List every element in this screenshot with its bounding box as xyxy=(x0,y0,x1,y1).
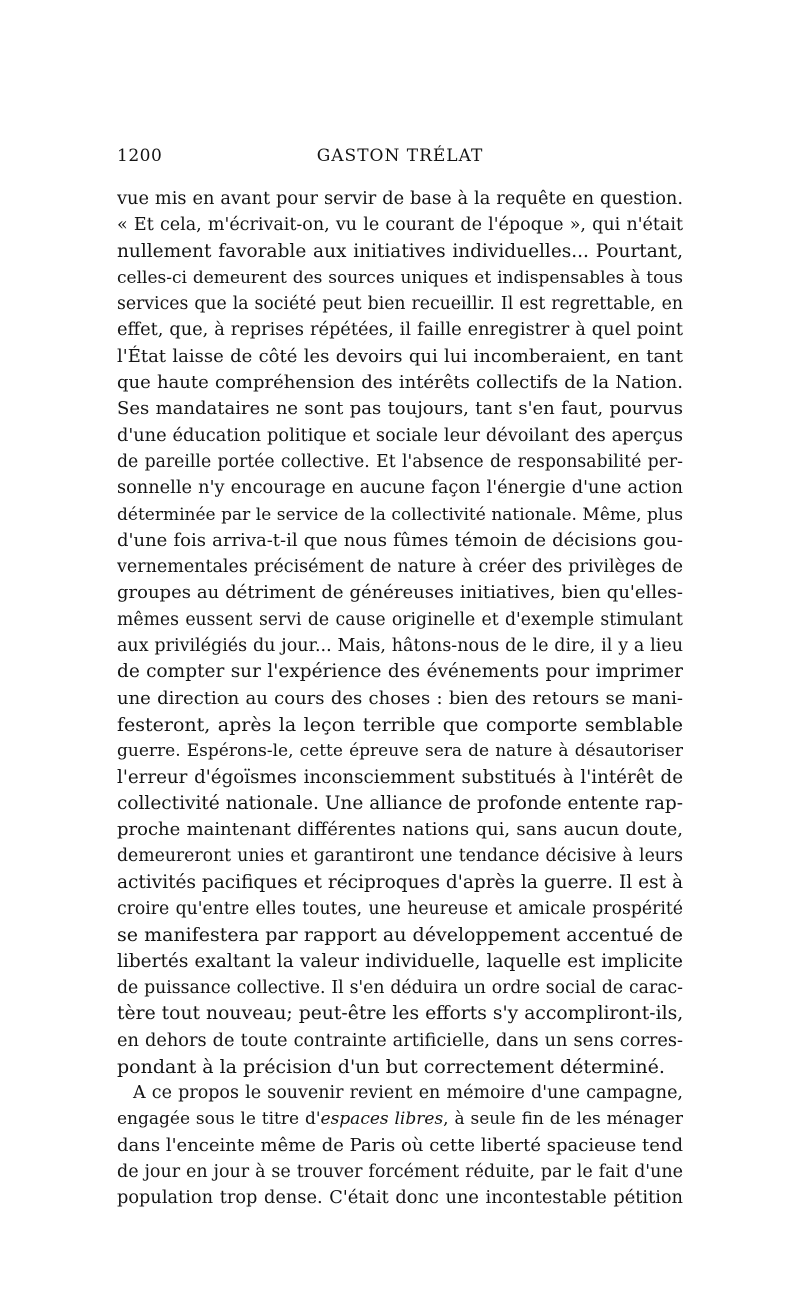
text-line: que haute compréhension des intérêts collectifs de la Nation. xyxy=(117,372,683,394)
text-line: vue mis en avant pour servir de base à la requête en question. xyxy=(117,189,683,209)
text-line: population trop dense. C'était donc une incontestable pétition xyxy=(117,1188,683,1209)
text-segment: , à seule fin de les ménager xyxy=(443,1109,683,1130)
page-number: 1200 xyxy=(117,146,163,166)
text-line: guerre. Espérons-le, cette épreuve sera de nature à désautoriser xyxy=(117,741,683,762)
text-line: aux privilégiés du jour... Mais, hâtons-nous de le dire, il y a lieu xyxy=(117,636,683,657)
text-line: dans l'enceinte même de Paris où cette liberté spacieuse tend xyxy=(117,1134,683,1156)
text-line: proche maintenant différentes nations qui, sans aucun doute, xyxy=(117,819,683,841)
text-line: « Et cela, m'écrivait-on, vu le courant de l'époque », qui n'était xyxy=(117,215,683,236)
text-line: groupes au détriment de généreuses initiatives, bien qu'elles- xyxy=(117,582,683,604)
text-line: de compter sur l'expérience des événements pour imprimer xyxy=(117,661,683,683)
paragraph-1 xyxy=(117,186,683,1080)
text-line: sonnelle n'y encourage en aucune façon l'énergie d'une action xyxy=(117,478,683,499)
text-line: nullement favorable aux initiatives individuelles... Pourtant, xyxy=(117,240,683,262)
text-line-with-italic xyxy=(117,1106,683,1132)
text-line: de jour en jour à se trouver forcément réduite, par le fait d'une xyxy=(117,1161,683,1182)
text-line: demeureront unies et garantiront une tendance décisive à leurs xyxy=(117,846,683,867)
text-line: effet, que, à reprises répétées, il faille enregistrer à quel point xyxy=(117,320,683,341)
text-line: tère tout nouveau; peut-être les efforts s'y accompliront-ils, xyxy=(117,1003,683,1025)
text-line: de pareille portée collective. Et l'absence de responsabilité per- xyxy=(117,451,683,472)
text-line: d'une fois arriva-t-il que nous fûmes témoin de décisions gou- xyxy=(117,529,683,551)
text-line: déterminée par le service de la collectivité nationale. Même, plus xyxy=(117,504,683,525)
text-line: A ce propos le souvenir revient en mémoire d'une campagne, xyxy=(133,1083,683,1104)
text-line: l'État laisse de côté les devoirs qui lui incomberaient, en tant xyxy=(117,345,683,367)
text-line: Ses mandataires ne sont pas toujours, tant s'en faut, pourvus xyxy=(117,398,683,420)
text-line: d'une éducation politique et sociale leur dévoilant des aperçus xyxy=(117,425,683,446)
text-line: une direction au cours des choses : bien des retours se mani- xyxy=(117,687,683,709)
text-line: activités pacifiques et réciproques d'après la guerre. Il est à xyxy=(117,871,683,893)
text-line: en dehors de toute contrainte artificielle, dans un sens corres- xyxy=(117,1030,683,1051)
running-head xyxy=(117,146,683,172)
running-title: GASTON TRÉLAT xyxy=(316,146,484,166)
text-line: services que la société peut bien recueillir. Il est regrettable, en xyxy=(117,294,683,315)
text-line: celles-ci demeurent des sources uniques et indispensables à tous xyxy=(117,267,683,288)
text-line: l'erreur d'égoïsmes inconsciemment substitués à l'intérêt de xyxy=(117,766,683,788)
text-line: festeront, après la leçon terrible que comporte semblable xyxy=(117,713,683,736)
text-line: mêmes eussent servi de cause originelle et d'exemple stimulant xyxy=(117,609,683,630)
paragraph-2 xyxy=(117,1080,683,1211)
text-segment: engagée sous le titre d' xyxy=(117,1109,321,1130)
text-line: se manifestera par rapport au développement accentué de xyxy=(117,924,683,947)
text-line: croire qu'entre elles toutes, une heureuse et amicale prospérité xyxy=(117,899,683,920)
text-line: vernementales précisément de nature à créer des privilèges de xyxy=(117,557,683,578)
italic-term: espaces libres xyxy=(320,1109,444,1130)
body-text xyxy=(117,186,683,1212)
text-line: libertés exaltant la valeur individuelle, laquelle est implicite xyxy=(117,950,683,972)
text-line: collectivité nationale. Une alliance de profonde entente rap- xyxy=(117,792,683,814)
book-page xyxy=(117,146,683,1212)
text-line: pondant à la précision d'un but correctement déterminé. xyxy=(117,1055,665,1078)
text-line: de puissance collective. Il s'en déduira un ordre social de carac- xyxy=(117,977,683,998)
